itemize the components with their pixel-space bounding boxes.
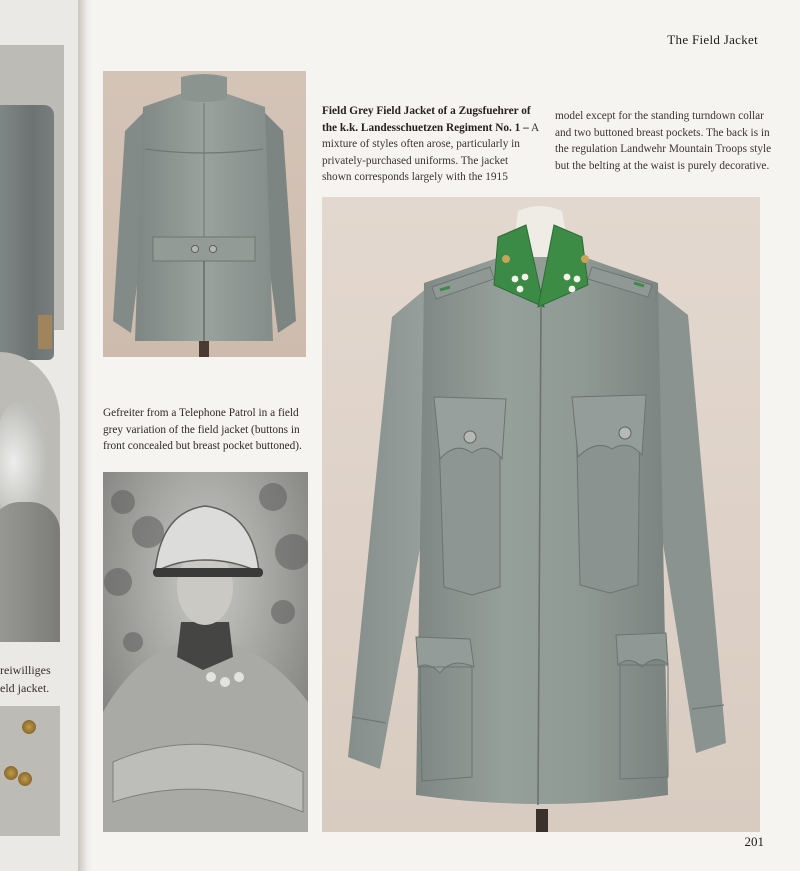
right-page — [92, 0, 800, 871]
left-page — [0, 0, 80, 871]
left-caption-line-2: eld jacket. — [0, 681, 50, 695]
main-caption-column-1 — [322, 103, 540, 186]
page-number: 201 — [744, 834, 764, 849]
left-caption-line-1: reiwilliges — [0, 663, 51, 677]
jacket-back-illustration — [103, 71, 306, 357]
main-caption-text-1: A mixture of styles often arose, particularly in privately-purchased uniforms. The jacket shown corresponds largely with the 1915 — [322, 121, 539, 184]
left-photo-oval-portrait — [0, 352, 60, 642]
gefreiter-portrait-photo — [103, 472, 308, 832]
running-head: The Field Jacket — [667, 32, 758, 47]
field-jacket-photo — [322, 197, 760, 832]
field-jacket-illustration — [322, 197, 760, 832]
left-photo-jacket-sleeve — [0, 45, 64, 330]
left-photo-collar-detail — [0, 706, 60, 836]
portrait-caption: Gefreiter from a Telephone Patrol in a field grey variation of the field jacket (buttons in front concealed but breast pocket buttoned). — [103, 407, 302, 453]
gefreiter-portrait-illustration — [103, 472, 308, 832]
main-caption-column-2: model except for the standing turndown collar and two buttoned breast pockets. The back is in the regulation Landwehr Mountain Troops style but the belting at the waist is purely decorative. — [555, 110, 772, 172]
left-caption — [0, 661, 51, 697]
main-caption-title: Field Grey Field Jacket of a Zugsfuehrer of the k.k. Landesschuetzen Regiment No. 1 – — [322, 105, 531, 134]
jacket-back-photo — [103, 71, 306, 357]
